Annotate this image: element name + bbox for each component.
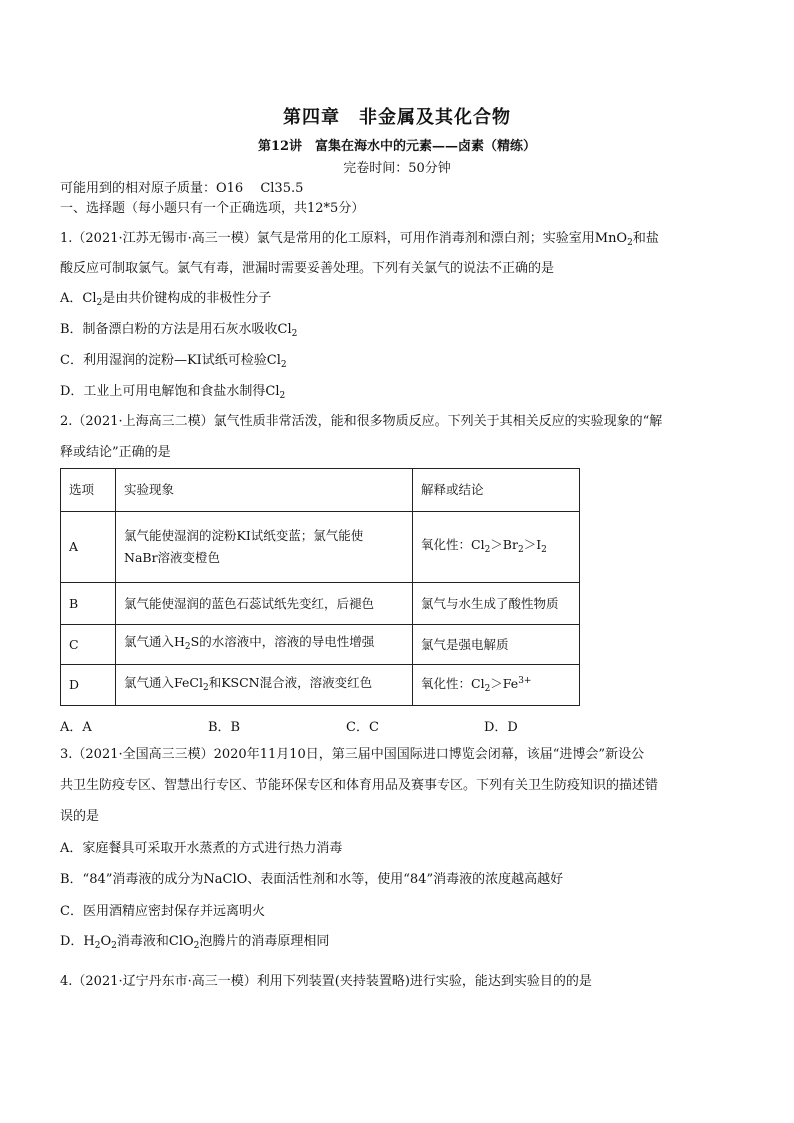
q3-stem-line3: 误的是 [60,809,100,824]
q1-option-d: D．工业上可用电解饱和食盐水制得$Cl_2$ [60,384,286,401]
q2-choice-a: A．A [60,720,92,735]
q1-stem-line1: 1.（2021·江苏无锡市·高三一模）氯气是常用的化工原料，可用作消毒剂和漂白剂；实验室用MnO$_2$和盐 [60,231,659,248]
q3-option-b: B．“84”消毒液的成分为NaClO、表面活性剂和水等，使用“84”消毒液的浓度越高越好 [60,872,564,887]
q1-option-b: B．制备漂白粉的方法是用石灰水吸收$Cl_2$ [60,322,298,339]
q4-stem: 4.（2021·辽宁丹东市·高三一模）利用下列装置(夹持装置略)进行实验，能达到实验目的的是 [60,974,592,989]
q2-table [60,468,580,706]
q2-choice-d: D．D [484,720,518,735]
q2-stem-line1: 2.（2021·上海高三二模）氯气性质非常活泼，能和很多物质反应。下列关于其相关反应的实验现象的“解 [60,414,663,429]
lesson-title: 第12讲 富集在海水中的元素——卤素（精练） [257,139,537,154]
chapter-title: 第四章 非金属及其化合物 [283,107,511,128]
q1-option-c: C．利用湿润的淀粉—KI试纸可检验$Cl_2$ [60,353,287,370]
table-row: B 氯气能使湿润的蓝色石蕊试纸先变红，后褪色 氯气与水生成了酸性物质 [61,583,580,625]
q2-choice-b: B．B [208,720,241,735]
q2-choice-c: C．C [346,720,379,735]
table-row: A 氯气能使湿润的淀粉KI试纸变蓝；氯气能使 NaBr溶液变橙色 氧化性：$Cl_2>Br_2>I_2$ [61,512,580,583]
q1-stem-line2: 酸反应可制取氯气。氯气有毒，泄漏时需要妥善处理。下列有关氯气的说法不正确的是 [60,261,555,276]
q3-option-d: D．$H_2O_2$消毒液和ClO$_2$泡腾片的消毒原理相同 [60,934,330,951]
q1-option-a: A．$Cl_2$是由共价键构成的非极性分子 [60,291,272,308]
time-limit: 完卷时间：50分钟 [343,161,451,176]
table-row: C 氯气通入$H_2S$的水溶液中，溶液的导电性增强 氯气是强电解质 [61,625,580,665]
q3-option-c: C．医用酒精应密封保存并远离明火 [60,904,265,919]
q2-stem-line2: 释或结论”正确的是 [60,445,171,460]
q3-stem-line1: 3.（2021·全国高三三模）2020年11月10日，第三届中国国际进口博览会闭幕，该届“进博会”新设公 [60,747,645,762]
section-heading: 一、选择题（每小题只有一个正确选项，共12*5分） [60,201,365,216]
table-header-row: 选项 实验现象 解释或结论 [61,469,580,512]
table-row: D 氯气通入FeCl$_2$和KSCN混合液，溶液变红色 氧化性：$Cl_2>Fe^{3+}$ [61,665,580,706]
q3-option-a: A．家庭餐具可采取开水蒸煮的方式进行热力消毒 [60,841,343,856]
q3-stem-line2: 共卫生防疫专区、智慧出行专区、节能环保专区和体育用品及赛事专区。下列有关卫生防疫知识的描述错 [60,778,659,793]
atomic-mass-note: 可能用到的相对原子质量：O16 Cl35.5 [60,181,304,196]
